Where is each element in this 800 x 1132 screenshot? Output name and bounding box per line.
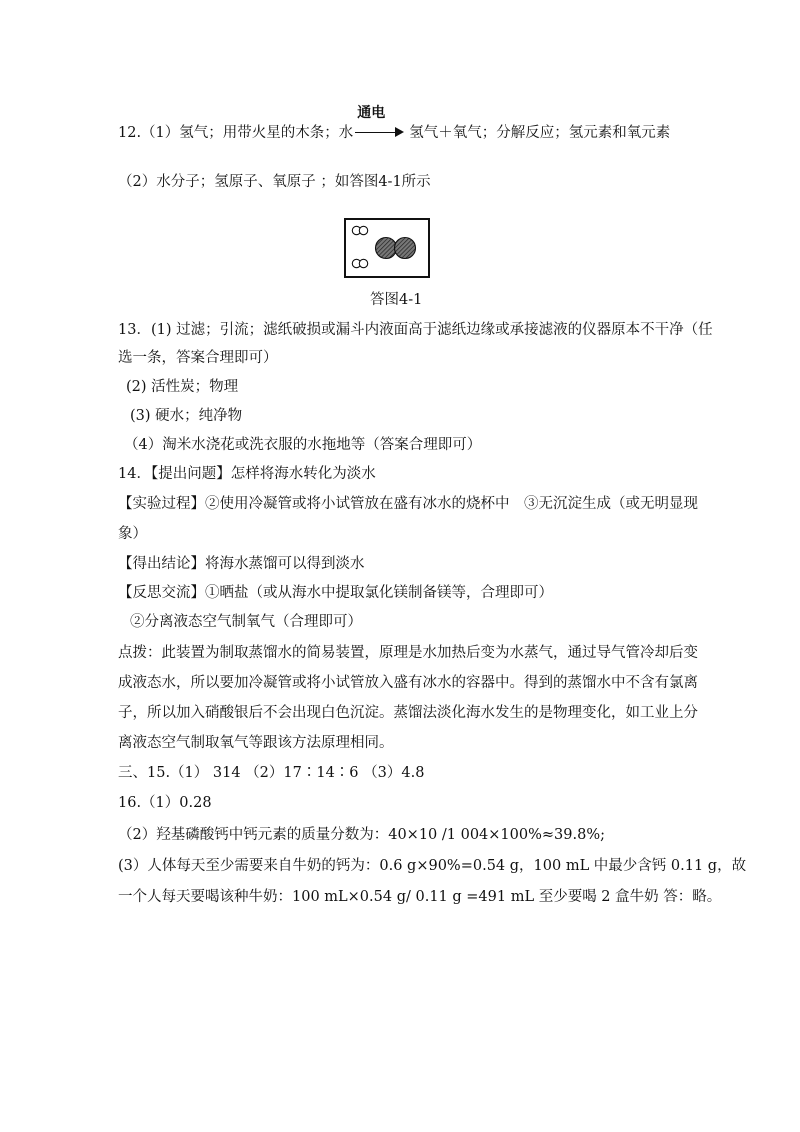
q16-line4: 一个人每天要喝该种牛奶：100 mL×0.54 g/ 0.11 g =491 mL 至少要喝 2 盒牛奶 答：略。 [118,889,722,905]
q13-line1: 13．(1) 过滤；引流；滤纸破损或漏斗内液面高于滤纸边缘或承接滤液的仪器原本不干净（任 [118,322,713,338]
figure-caption: 答图4-1 [370,292,423,308]
hydrogen-molecule-bottom [352,259,367,267]
q13-line3: (2) 活性炭；物理 [126,379,239,395]
q14-line2: 【实验过程】②使用冷凝管或将小试管放在盛有冰水的烧杯中 ③无沉淀生成（或无明显现 [118,496,698,512]
q13-line4: (3) 硬水；纯净物 [130,408,243,424]
q14-note-line2: 成液态水，所以要加冷凝管或将小试管放入盛有冰水的容器中。得到的蒸馏水中不含有氯离 [118,675,698,691]
q14-line3: 象） [118,526,147,542]
oxygen-molecule [376,238,416,259]
q12-part2: （2）水分子；氢原子、氧原子 ；如答图4-1所示 [118,174,431,190]
q12-part1-before: 12.（1）氢气；用带火星的木条；水 [118,125,354,141]
q14-line1: 14．【提出问题】怎样将海水转化为淡水 [118,466,376,482]
q12-part1-after: 氢气＋氧气；分解反应；氢元素和氧元素 [409,125,671,141]
q16-line3: (3）人体每天至少需要来自牛奶的钙为：0.6 g×90%=0.54 g，100 mL 中最少含钙 0.11 g，故 [118,858,747,874]
q14-note-line1: 点拨：此装置为制取蒸馏水的简易装置，原理是水加热后变为水蒸气，通过导气管冷却后变 [118,645,698,661]
q14-line5: 【反思交流】①晒盐（或从海水中提取氯化镁制备镁等，合理即可） [118,585,553,601]
q12-part1 [118,105,671,143]
arrow-condition-label: 通电 [357,105,386,121]
q16-line2: （2）羟基磷酸钙中钙元素的质量分数为：40×10 /1 004×100%≈39.8%; [118,827,605,843]
q16-line1: 16.（1）0.28 [118,795,212,811]
electrolysis-arrow [353,105,409,143]
q14-line4: 【得出结论】将海水蒸馏可以得到淡水 [118,556,365,572]
hydrogen-molecule-top [352,226,367,234]
molecule-svg [346,220,428,276]
molecule-diagram [344,218,430,278]
q15-line1: 三、15.（1） 314 （2）17∶14∶6 （3）4.8 [118,765,425,781]
q14-note-line4: 离液态空气制取氧气等跟该方法原理相同。 [118,735,394,751]
q14-note-line3: 子，所以加入硝酸银后不会出现白色沉淀。蒸馏法淡化海水发生的是物理变化，如工业上分 [118,705,698,721]
q14-line6: ②分离液态空气制氧气（合理即可） [130,614,362,630]
q13-line2: 选一条，答案合理即可） [118,350,278,366]
q13-line5: （4）淘米水浇花或洗衣服的水拖地等（答案合理即可） [124,437,482,453]
